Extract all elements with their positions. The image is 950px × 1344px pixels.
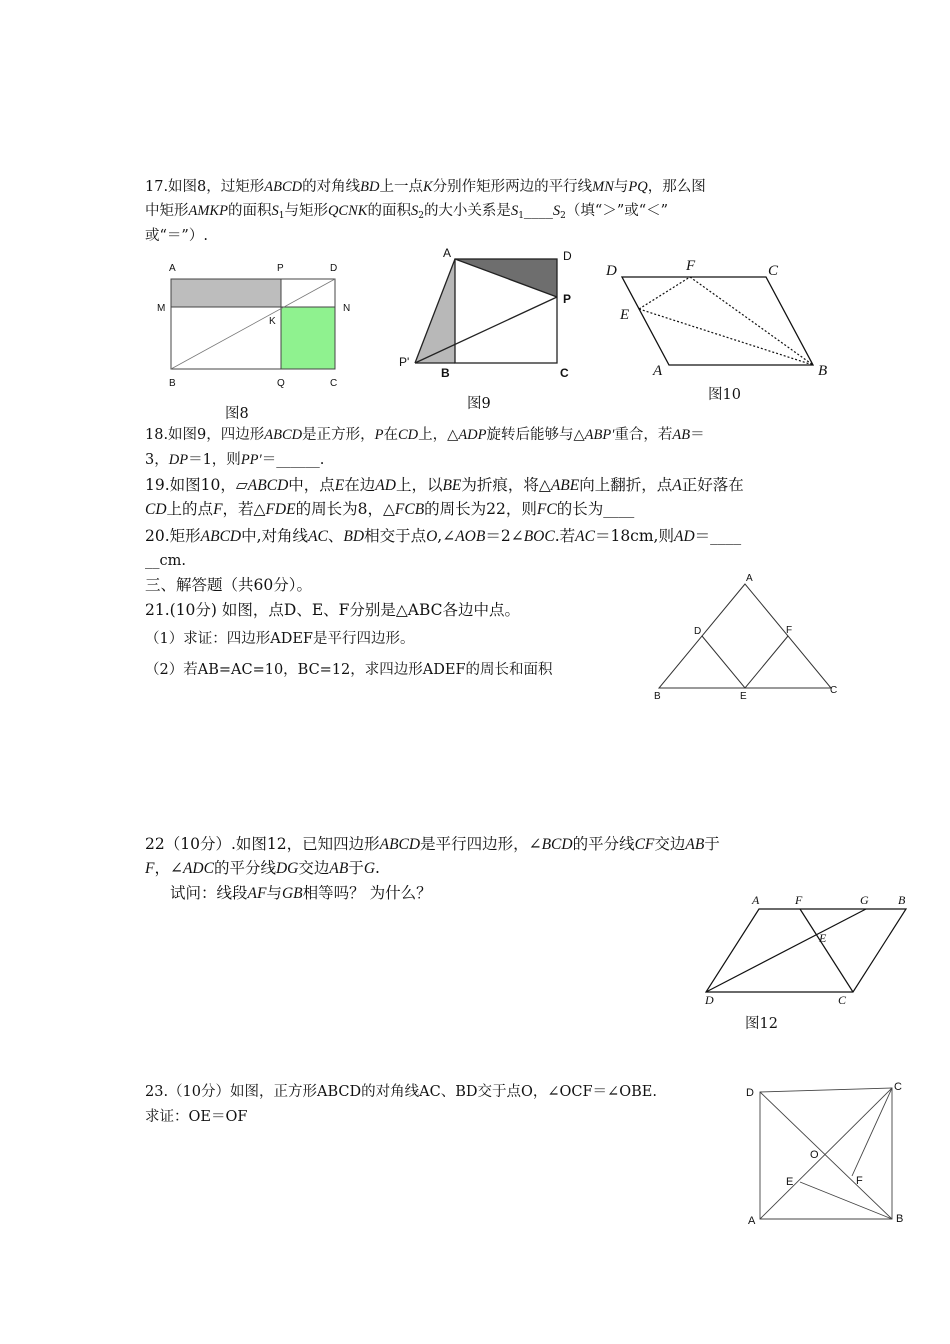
fig8-label-q: Q [277,378,285,389]
fig21-label-e: E [740,691,747,702]
fig23-label-b: B [896,1213,904,1225]
fig9-caption: 图9 [467,396,491,412]
fig12-label-f: F [795,893,803,907]
q17-line3: 或“＝”）. [145,228,208,244]
fig8-label-d: D [330,263,338,274]
fig8-label-n: N [343,303,351,314]
fig10-caption: 图10 [708,387,741,403]
fig8-label-m: M [157,303,166,314]
fig10-label-c: C [768,263,779,279]
fig12-caption: 图12 [745,1016,778,1032]
q21-stem: 21.(10分) 如图，点D、E、F分别是△ABC各边中点。 [145,601,521,619]
fig23-label-c: C [894,1081,902,1093]
q22-line2: F，∠ADC的平分线DG交边AB于G. [145,859,380,877]
q21-part2: （2）若AB=AC=10，BC=12，求四边形ADEF的周长和面积 [145,662,553,678]
fig12-label-d: D [705,993,714,1007]
fig10-label-e: E [620,307,630,323]
fig8-label-b: B [169,378,176,389]
fig12-label-e: E [819,931,827,945]
q19-line2: CD上的点F，若△FDE的周长为8，△FCB的周长为22，则FC的长为____ [145,500,635,518]
q17-line2: 中矩形AMKP的面积$S_1$与矩形QCNK的面积$S_2$的大小关系是$S_1\_\_\_\_S_2$（填“＞”或“＜” [145,203,669,221]
q21-part1: （1）求证：四边形ADEF是平行四边形。 [145,631,415,647]
fig23-label-a: A [748,1215,756,1227]
fig21-label-a: A [746,573,753,584]
figure-10 [600,255,840,385]
figure-9 [395,245,595,390]
q23-line2: 求证：OE＝OF [145,1109,248,1125]
fig23-label-f: F [856,1175,863,1187]
fig9-label-p: P [563,292,572,306]
fig23-label-e: E [786,1176,794,1188]
fig9-label-c: C [560,366,569,380]
fig10-label-d: D [606,263,617,279]
figure-23 [740,1078,915,1248]
q19-line1: 19.如图10，▱ABCD中，点E在边AD上，以BE为折痕，将△ABE向上翻折，点A正好落在 [145,476,744,494]
fig12-label-a: A [752,893,760,907]
fig8-caption: 图8 [225,406,249,422]
q18-line2: 3，DP＝1，则PP′＝______. [145,452,325,468]
fig10-label-b: B [818,363,828,379]
fig21-label-c: C [830,685,838,696]
q20-line2: __cm. [145,553,186,569]
fig12-label-b: B [898,893,906,907]
fig21-label-b: B [654,691,661,702]
q23-line1: 23.（10分）如图，正方形ABCD的对角线AC、BD交于点O，∠OCF＝∠OBE. [145,1084,657,1100]
fig21-label-f: F [786,625,793,636]
fig8-label-p: P [277,263,284,274]
figure-12 [700,890,915,1005]
fig12-label-c: C [838,993,847,1007]
fig8-label-c: C [330,378,338,389]
q18-line1: 18.如图9，四边形ABCD是正方形，P在CD上，△ADP旋转后能够与△ABP′重合，若AB＝ [145,427,705,443]
figure-8 [155,258,355,408]
fig8-label-k: K [269,316,276,327]
fig9-label-a: A [443,246,452,260]
fig9-label-d: D [563,249,572,263]
rect-qcnk-shaded [281,307,335,369]
q22-line3: 试问：线段AF与GB相等吗？ 为什么？ [170,884,432,902]
fig8-label-a: A [169,263,176,274]
q20-line1: 20.矩形ABCD中,对角线AC、BD相交于点O,∠AOB＝2∠BOC.若AC＝18cm,则AD＝____ [145,527,742,545]
figure-21 [650,572,850,707]
fig12-label-g: G [860,893,869,907]
fig10-label-a: A [653,363,663,379]
q17-line1: 17.如图8，过矩形ABCD的对角线BD上一点K分别作矩形两边的平行线MN与PQ，那么图 [145,179,706,195]
fig9-label-p-prime: P' [399,355,410,369]
fig23-label-d: D [746,1087,754,1099]
q22-line1: 22（10分）.如图12，已知四边形ABCD是平行四边形，∠BCD的平分线CF交边AB于 [145,835,720,853]
fig9-label-b: B [441,366,450,380]
rect-amkp-shaded [171,279,281,307]
fig23-label-o: O [810,1149,819,1161]
fig10-label-f: F [686,258,696,274]
section-3-heading: 三、解答题（共60分）。 [145,576,312,594]
fig21-label-d: D [694,626,702,637]
